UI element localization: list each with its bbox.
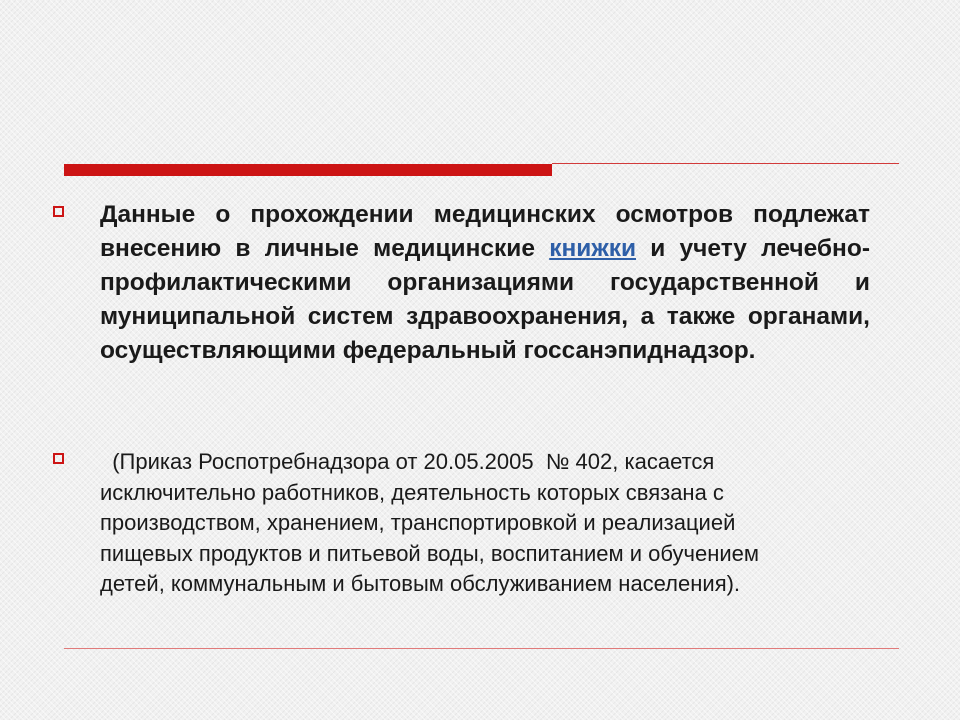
top-thin-rule bbox=[552, 163, 899, 164]
paragraph-text-start: Данные о прохождении медицинских осмотров подлежат внесению в личные медицинские bbox=[100, 201, 870, 262]
paragraph-medical-records bbox=[100, 198, 870, 368]
top-red-bar bbox=[64, 164, 552, 176]
square-bullet-icon bbox=[53, 206, 64, 217]
medical-book-link[interactable]: книжки bbox=[549, 235, 637, 262]
order-note-line: (Приказ Роспотребнадзора от 20.05.2005 № 402, касается bbox=[100, 449, 715, 474]
order-note-line: исключительно работников, деятельность которых связана с bbox=[100, 479, 724, 505]
order-note-line: пищевых продуктов и питьевой воды, воспитанием и обучением bbox=[100, 540, 760, 566]
square-bullet-icon bbox=[53, 453, 64, 464]
bottom-thin-rule bbox=[64, 648, 899, 649]
order-note-line: производством, хранением, транспортировкой и реализацией bbox=[100, 510, 736, 535]
paragraph-order-note bbox=[100, 447, 870, 600]
paragraph-text-end: и учету лечебно-профилактическими организациями государственной и муниципальной систем здравоохранения, а также органами, осуществляющими федеральный госсанэпиднадзор. bbox=[100, 235, 870, 364]
order-note-line: детей, коммунальным и бытовым обслуживанием населения). bbox=[100, 571, 741, 596]
